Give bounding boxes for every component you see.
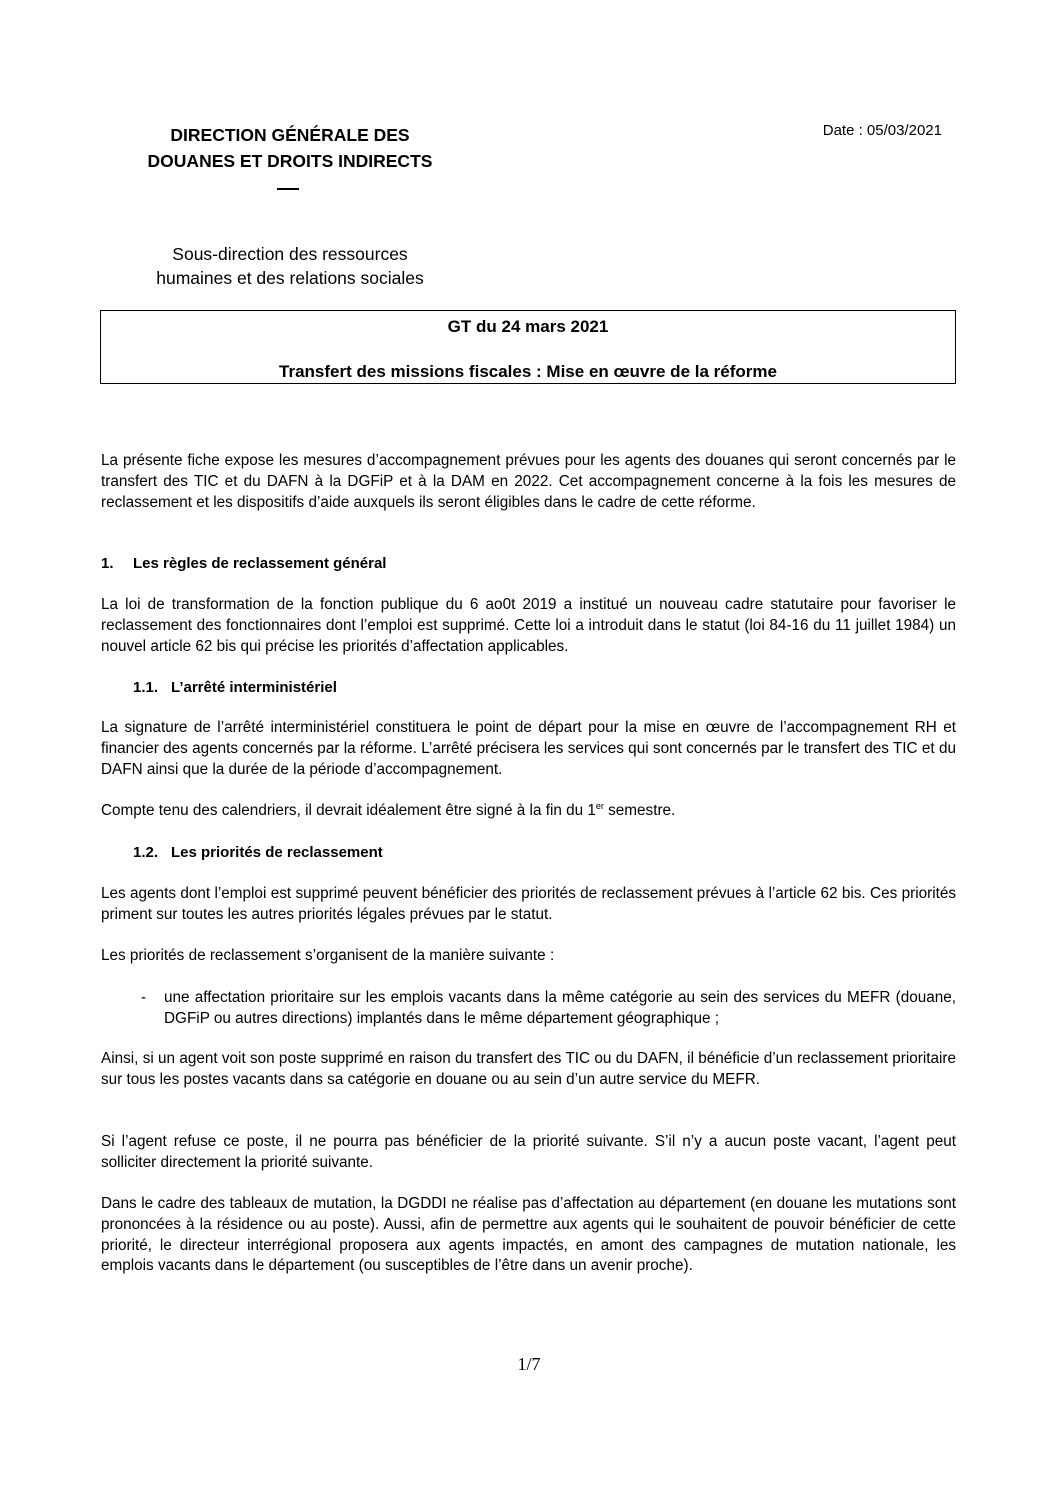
subdir-line-2: humaines et des relations sociales xyxy=(156,268,424,288)
text-after-sup: semestre. xyxy=(603,802,676,819)
section-1-2-title: Les priorités de reclassement xyxy=(171,844,383,861)
section-1-2-number: 1.2. xyxy=(133,844,159,861)
section-1-2-paragraph-1: Les agents dont l’emploi est supprimé peuvent bénéficier des priorités de reclassement prévues à l’article 62 bis. Ces priorités priment sur toutes les autres priorités légales prévues par le statut. xyxy=(101,885,956,923)
section-1-2-paragraph-3: Ainsi, si un agent voit son poste supprimé en raison du transfert des TIC ou du DAFN, il bénéficie d’un reclassement prioritaire sur tous les postes vacants dans sa catégorie en douane ou au sein d’un autre service du MEFR. xyxy=(101,1050,956,1088)
page-number: 1/7 xyxy=(517,1354,541,1374)
ordinal-sup: er xyxy=(595,800,604,811)
section-1-number: 1. xyxy=(101,555,114,572)
section-1-title: Les règles de reclassement général xyxy=(133,555,387,572)
org-line-2: DOUANES ET DROITS INDIRECTS xyxy=(147,151,433,171)
section-1-1-title: L’arrêté interministériel xyxy=(171,679,337,696)
section-1-1-paragraph-2 xyxy=(101,801,956,822)
section-1-2-paragraph-5: Dans le cadre des tableaux de mutation, la DGDDI ne réalise pas d’affectation au département (en douane les mutations sont prononcées à la résidence ou au poste). Aussi, afin de permettre aux agents qui le souhaitent de pouvoir bénéficier de cette priorité, le directeur interrégional proposera aux agents impactés, en amont des campagnes de mutation nationale, les emplois vacants dans le département (ou susceptibles de l’être dans un avenir proche). xyxy=(101,1195,956,1275)
org-line-1: DIRECTION GÉNÉRALE DES xyxy=(170,125,410,145)
text-before-sup: Compte tenu des calendriers, il devrait idéalement être signé à la fin du 1 xyxy=(101,802,596,819)
section-1-paragraph: La loi de transformation de la fonction publique du 6 ao0t 2019 a institué un nouveau cadre statutaire pour favoriser le reclassement des fonctionnaires dont l’emploi est supprimé. Cette loi a introduit dans le statut (loi 84-16 du 11 juillet 1984) un nouvel article 62 bis qui précise les priorités d’affectation applicables. xyxy=(101,596,956,655)
organization-name xyxy=(100,122,480,174)
section-1-2-paragraph-4: Si l’agent refuse ce poste, il ne pourra pas bénéficier de la priorité suivante. S’il n’y a aucun poste vacant, l’agent peut solliciter directement la priorité suivante. xyxy=(101,1133,956,1171)
sub-direction xyxy=(100,242,480,290)
section-1-1-paragraph-1: La signature de l’arrêté interministériel constituera le point de départ pour la mise en œuvre de l’accompagnement RH et financier des agents concernés par la réforme. L’arrêté précisera les services qui sont concernés par le transfert des TIC et du DAFN ainsi que la durée de la période d’accompagnement. xyxy=(101,719,956,778)
separator-dash xyxy=(277,188,299,190)
document-subject: Transfert des missions fiscales : Mise en œuvre de la réforme xyxy=(279,362,777,381)
section-1-1-number: 1.1. xyxy=(133,679,159,696)
meeting-title: GT du 24 mars 2021 xyxy=(447,317,609,336)
bullet-marker: - xyxy=(141,989,147,1006)
section-1-2-paragraph-2: Les priorités de reclassement s’organisent de la manière suivante : xyxy=(101,947,555,964)
section-1-1-heading xyxy=(133,678,337,698)
bullet-item: une affectation prioritaire sur les emplois vacants dans la même catégorie au sein des services du MEFR (douane, DGFiP ou autres directions) implantés dans le même département géographique ; xyxy=(164,989,956,1027)
subdir-line-1: Sous-direction des ressources xyxy=(172,244,408,264)
title-box xyxy=(100,310,956,384)
document-date: Date : 05/03/2021 xyxy=(822,122,942,139)
section-1-2-heading xyxy=(133,843,383,863)
section-1-heading xyxy=(101,554,386,574)
intro-paragraph: La présente fiche expose les mesures d’accompagnement prévues pour les agents des douanes qui seront concernés par le transfert des TIC et du DAFN à la DGFiP et à la DAM en 2022. Cet accompagnement concerne à la fois les mesures de reclassement et les dispositifs d’aide auxquels ils seront éligibles dans le cadre de cette réforme. xyxy=(101,452,956,511)
